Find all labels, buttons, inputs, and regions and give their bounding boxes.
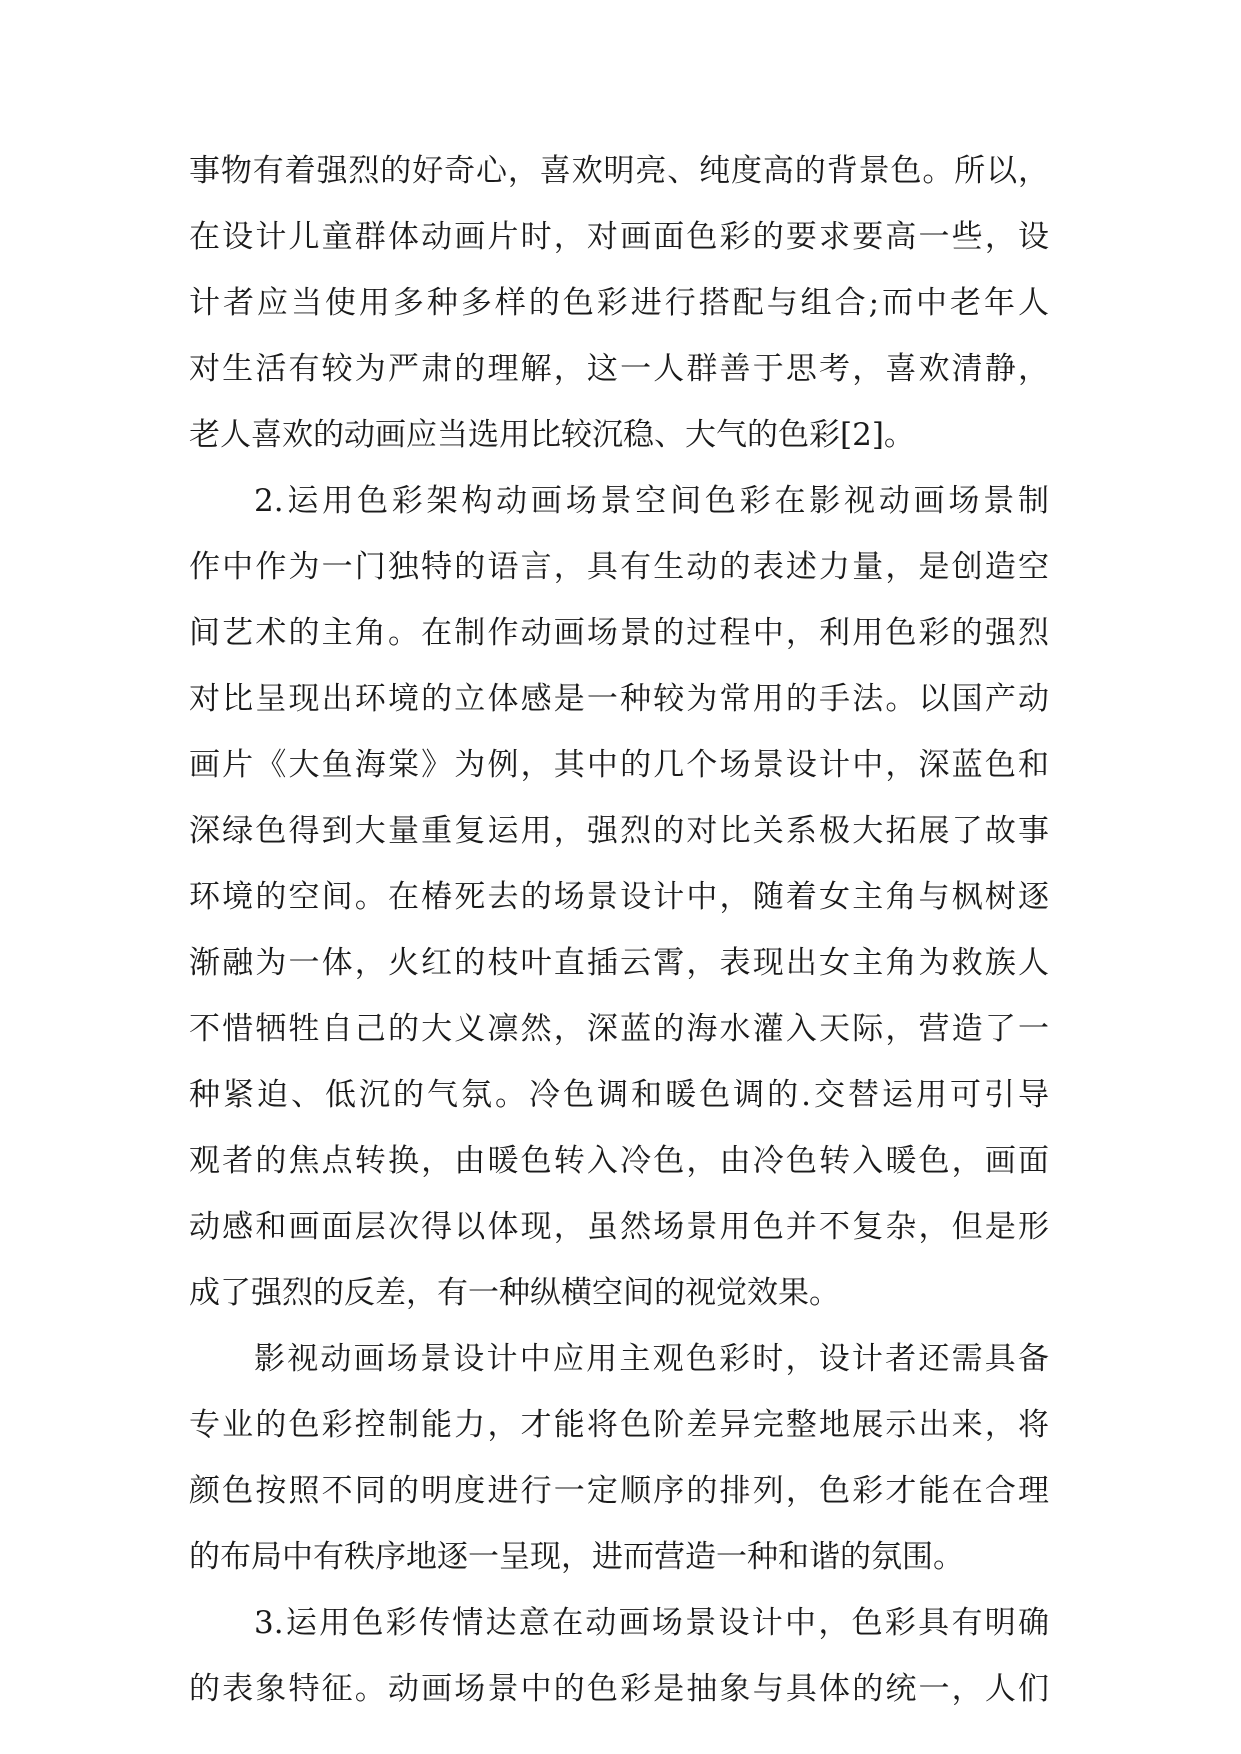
text-line: 专业的色彩控制能力，才能将色阶差异完整地展示出来，将 — [189, 1407, 1049, 1443]
text-line: 对比呈现出环境的立体感是一种较为常用的手法。以国产动 — [189, 681, 1049, 717]
text-line: 计者应当使用多种多样的色彩进行搭配与组合;而中老年人 — [189, 285, 1049, 321]
text-line: 的布局中有秩序地逐一呈现，进而营造一种和谐的氛围。 — [189, 1539, 964, 1575]
text-line: 种紧迫、低沉的气氛。冷色调和暖色调的.交替运用可引导 — [189, 1077, 1049, 1113]
text-line: 的表象特征。动画场景中的色彩是抽象与具体的统一，人们 — [189, 1671, 1049, 1707]
paragraph-start-line: 影视动画场景设计中应用主观色彩时，设计者还需具备 — [254, 1341, 1049, 1377]
text-line: 动感和画面层次得以体现，虽然场景用色并不复杂，但是形 — [189, 1209, 1049, 1245]
text-line: 间艺术的主角。在制作动画场景的过程中，利用色彩的强烈 — [189, 615, 1049, 651]
text-line: 不惜牺牲自己的大义凛然，深蓝的海水灌入天际，营造了一 — [189, 1011, 1049, 1047]
text-line: 观者的焦点转换，由暖色转入冷色，由冷色转入暖色，画面 — [189, 1143, 1049, 1179]
text-line: 深绿色得到大量重复运用，强烈的对比关系极大拓展了故事 — [189, 813, 1049, 849]
text-line: 作中作为一门独特的语言，具有生动的表述力量，是创造空 — [189, 549, 1049, 585]
text-line: 对生活有较为严肃的理解，这一人群善于思考，喜欢清静， — [189, 351, 1049, 387]
paragraph-start-line: 3.运用色彩传情达意在动画场景设计中，色彩具有明确 — [254, 1605, 1049, 1641]
text-line: 成了强烈的反差，有一种纵横空间的视觉效果。 — [189, 1275, 840, 1311]
text-line: 环境的空间。在椿死去的场景设计中，随着女主角与枫树逐 — [189, 879, 1049, 915]
text-line: 颜色按照不同的明度进行一定顺序的排列，色彩才能在合理 — [189, 1473, 1049, 1509]
text-line: 在设计儿童群体动画片时，对画面色彩的要求要高一些，设 — [189, 219, 1049, 255]
text-line: 老人喜欢的动画应当选用比较沉稳、大气的色彩[2]。 — [189, 417, 915, 453]
paragraph-start-line: 2.运用色彩架构动画场景空间色彩在影视动画场景制 — [254, 483, 1049, 519]
text-line: 渐融为一体，火红的枝叶直插云霄，表现出女主角为救族人 — [189, 945, 1049, 981]
text-line: 事物有着强烈的好奇心，喜欢明亮、纯度高的背景色。所以， — [189, 153, 1049, 189]
text-line: 画片《大鱼海棠》为例，其中的几个场景设计中，深蓝色和 — [189, 747, 1049, 783]
